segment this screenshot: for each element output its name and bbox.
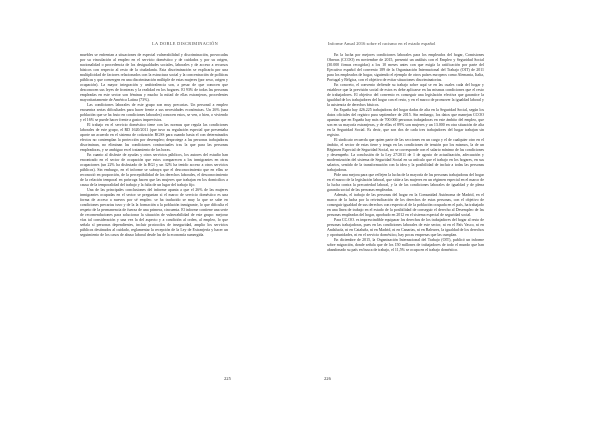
body-text [327, 52, 484, 252]
paragraph: En diciembre de 2015, la Organización Internacional del Trabajo (OIT), publicó un informe sobre migración, donde señala que de los 150 millones de trabajadores de todo el mundo que han abandonado su país en busca de trabajo, el 11,5% se ocupa en el trabajo doméstico. [327, 237, 484, 252]
paragraph: muebles se enfrentan a situaciones de especial vulnerabilidad y discriminación, provocadas por su vinculación al empleo en el servicio doméstico y de cuidados y por su origen, nacionalidad o procedencia de los desigualdades sociales, laborales y de acceso a recursos básicos con respecto al resto de la ciudadanía. Esta discriminación se explicaría por una multiplicidad de factores relacionados con la estructura social y la concentración de políticas públicas y que convergen en una discriminación múltiple de estas mujeres (por sexo, origen y ocupación). La mayor integración y ambivalencia son, a pesar de que conocen que desconocen sus leyes de fronteras y la realidad en los hogares. El 93% de todas las personas empleadas en este sector son féminas y mucho la mitad de ellas extranjeras, procedentes mayoritariamente de América Latina (73%). [80, 52, 228, 102]
body-text [80, 52, 228, 237]
running-head: Informe Anual 2016 sobre el racismo en el estado español [328, 41, 436, 46]
paragraph: El sindicato recuerda que quien parte de las secciones en un cargo y el de cualquier otro en el ámbito, el sector de estas tiene y tenga en las condiciones de tensión por los mismos, la de un Régimen Especial de Seguridad Social, no se corresponde con el salario mínimo de las condiciones y desempeño. La conclusión de la Ley 27/2011 de 1 de agosto de actualización, adecuación y modernización del sistema de Seguridad Social en su artículo que el trabajo en los hogares, en sus salarios, sentido de la transformación con la idea y la posibilidad de incluir a todas las personas trabajadoras. [327, 137, 484, 172]
page-number: 225 [224, 376, 231, 381]
paragraph: Para CC.OO. es imprescindible equiparar los derechos de los trabajadores del hogar al resto de personas trabajadoras, pues en las condiciones laborales de este sector, ni en el País Vasco, ni en Andalucía, ni en Cataluña, ni en Madrid, ni en Canarias, ni en Baleares, la igualdad de los derechos y oportunidades, ni en el servicio doméstico, hay pocas empresas que las cumplan. [327, 217, 484, 237]
paragraph: Pide una mejora para que reflejen la lucha de la mayoría de las personas trabajadoras del hogar en el marco de la legislación laboral, que sitúe a las mujeres en un régimen especial en el marco de la lucha contra la precariedad laboral, y la de las condiciones laborales de igualdad y de plena garantía social de las personas empleadas. [327, 172, 484, 192]
paragraph: En cuanto al disfrute de ayudas y otros servicios públicos, los autores del estudio han encontrado en el sector de ocupación que estos comparecen a los inmigrantes en otras ocupaciones (un 22% ha disfrutado de la RGI y un 32% ha tenido acceso a otros servicios públicos). Sin embargo, en el informe se subraya que el desconocimiento que en ellas se reconoció en proporción, de la perceptibilidad de los derechos laborales, el desconocimiento de la relación temporal en prórroga hacen que las mujeres que trabajan en los domicilios a causa de la temporalidad del trabajo y la falta de un lugar del trabajo fijo. [80, 152, 228, 187]
running-head: LA DOBLE DISCRIMINACIÓN [152, 41, 219, 46]
paragraph: Las condiciones laborales de este grupo son muy precarias. Un personal a empleo encuentra serias dificultades para hacer frente a sus necesidades económicas. Un 26% (una población que se ha fruto en condiciones laborales) conocen estos, se ven, o bien, o viviendo y el 16% se puede hacer frente a gastos imprevistos. [80, 102, 228, 122]
paragraph: Una de las principales conclusiones del informe apunta a que el 26% de las mujeres inmigrantes ocupadas en el sector se preguntan si el marco de servicio doméstico es una forma de acceso a nuevos por sé empleo. se ha traducido se muy la que se sabe en condiciones precarias tuvo y de la la formación a la población inmigrante, lo que dificulta el respeto de la permanencia de fuerza de una primera, cincuenta. El informe contiene una serie de recomendaciones para solucionar la situación de vulnerabilidad de este grupo: mejorar vías tal consideración y una vez la del aspecto y a condición al orden, al empleo, lo que señala sí personas dependientes, incluir protocolos de inseguridad, amplio los servicios públicos destinados al cuidado, reglamentar la recepción de la Ley de Extranjería y hacer un seguimiento de los casos de abuso laboral desde las de la economía sumergida. [80, 187, 228, 237]
paragraph: En España hay 426.225 trabajadoras del hogar dadas de alta en la Seguridad Social, según los datos oficiales del registro para septiembre de 2015. Sin embargo, los datos que manejan CCOO apuntan que en España hay más de 700.000 personas trabajadoras en este ámbito del empleo, que son en su mayoría extranjeras, y de ellas el 89% son mujeres y un 13.000 en otra situación de alta en la Seguridad Social. Es decir, que son dos de cada tres trabajadores del hogar trabajan sin registro. [327, 107, 484, 137]
page-number: 226 [324, 376, 331, 381]
paragraph: Además, el trabajo de las personas del hogar en la Comunidad Autónoma de Madrid, en el marco de la lucha por la reivindicación de los derechos de estas personas, con el objetivo de conseguir igualdad de sus derechos con respecto al de la población ocupada en el país, ha trabajado en una línea de trabajo en el estado de la posibilidad de conseguir el derecho al Desempleo de las personas empleadas del hogar, aprobado en 2012 en el sistema especial de seguridad social. [327, 192, 484, 217]
paragraph: En concreto, el convenio defiende su trabajo sobre aquí se en las cuales cada del hogar y establece que la previsión social de estos es debe aplicarse en las mismas condiciones que el resto de trabajadores. El objetivo del convenio es conseguir una legislación efectiva que garantice la igualdad de los trabajadores del hogar con el resto, y en el marco de promover la igualdad laboral y la asistencia de derechos básicos. [327, 82, 484, 107]
paragraph: En la lucha por mejores condiciones laborales para los empleados del hogar, Comisiones Obreras (CCOO) en noviembre de 2015, presentó un análisis con el Empleo y Seguridad Social (30.000 firmas recogidas) a los 10 meses antes con que exigía la ratificación por parte del Ejecutivo español del convenio 189 de la Organización Internacional del Trabajo (OIT) de 2011 para los empleados de hogar, siguiendo el ejemplo de otros países europeos como Alemania, Italia, Portugal y Bélgica, con el objetivo de evitar situaciones discriminatorias. [327, 52, 484, 82]
right-page [300, 0, 600, 424]
paragraph: El trabajo en el servicio doméstico tiene con las normas que regula las condiciones laborales de este grupo, el RD 1620/2011 (que tuvo su regulación especial que presentaba aporte un acuerdo en el sistema de cotización RGSS para cuando hasta el con determinados efectos no contemplan la protección por desempleo; desprotege a las personas trabajadoras discriminan, no eliminan las condiciones contractuales tras la que para las personas empleadoras, y se ambiguo en el tratamiento de las horas. [80, 122, 228, 152]
